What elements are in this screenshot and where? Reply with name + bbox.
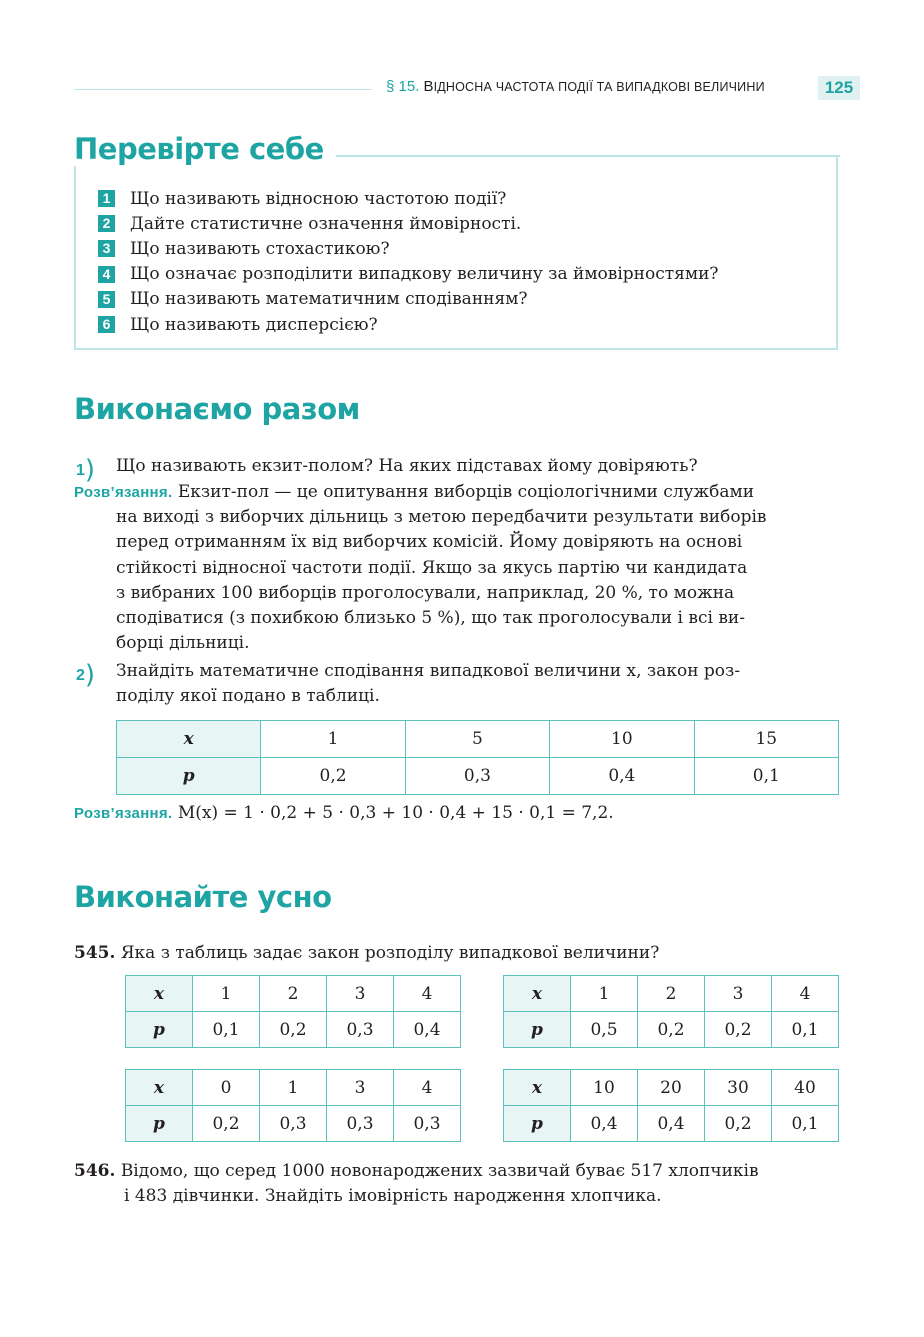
solution-line: борці дільниці. bbox=[116, 633, 250, 654]
exercise-number-text: 2 bbox=[76, 667, 85, 684]
header-cell-p: p bbox=[126, 1106, 193, 1142]
table-cell: 4 bbox=[394, 1070, 461, 1106]
table-cell: 0,3 bbox=[327, 1012, 394, 1048]
problem-text: Відомо, що серед 1000 новонароджених зазвичай буває 517 хлопчиків bbox=[120, 1161, 759, 1181]
list-item bbox=[98, 236, 719, 261]
table-cell: 0,2 bbox=[705, 1106, 772, 1142]
table-cell: 0,1 bbox=[694, 758, 838, 795]
table-cell: 0,2 bbox=[260, 1012, 327, 1048]
paren-mark: ) bbox=[84, 455, 96, 485]
choice-table-2 bbox=[503, 975, 839, 1048]
check-yourself-heading bbox=[74, 132, 840, 172]
table-row-p bbox=[504, 1012, 839, 1048]
table-cell: 0,2 bbox=[193, 1106, 260, 1142]
do-together-title: Виконаємо разом bbox=[74, 392, 360, 426]
table-cell: 0,2 bbox=[261, 758, 405, 795]
problem-text: Яка з таблиць задає закон розподілу випадкової величини? bbox=[120, 943, 660, 963]
running-header bbox=[74, 76, 860, 102]
table-row-p bbox=[504, 1106, 839, 1142]
table-cell: 30 bbox=[705, 1070, 772, 1106]
exercise-1-solution bbox=[116, 505, 840, 657]
distribution-table bbox=[116, 720, 839, 795]
table-cell: 1 bbox=[193, 976, 260, 1012]
table-cell: 0,4 bbox=[638, 1106, 705, 1142]
exercise-2-number bbox=[76, 657, 96, 690]
header-cell-p: p bbox=[504, 1106, 571, 1142]
table-cell: 40 bbox=[772, 1070, 839, 1106]
question-text: Що називають стохастикою? bbox=[130, 238, 390, 259]
table-row-x bbox=[126, 1070, 461, 1106]
header-title-rest: ІДНОСНА ЧАСТОТА ПОДІЇ ТА ВИПАДКОВІ ВЕЛИЧИНИ bbox=[433, 80, 765, 94]
question-number: 6 bbox=[98, 316, 115, 333]
header-cell-p: p bbox=[117, 758, 261, 795]
table-cell: 0,4 bbox=[571, 1106, 638, 1142]
table-cell: 0 bbox=[193, 1070, 260, 1106]
header-cell-x: x bbox=[126, 1070, 193, 1106]
table-cell: 0,4 bbox=[550, 758, 694, 795]
table-cell: 1 bbox=[261, 721, 405, 758]
table-cell: 4 bbox=[772, 976, 839, 1012]
table-row-p bbox=[126, 1012, 461, 1048]
header-cell-x: x bbox=[126, 976, 193, 1012]
choice-table-3 bbox=[125, 1069, 461, 1142]
header-cell-x: x bbox=[504, 976, 571, 1012]
solution-line: з вибраних 100 виборців проголосували, наприклад, 20 %, то можна bbox=[116, 582, 735, 603]
table-row-x bbox=[504, 1070, 839, 1106]
problem-546 bbox=[74, 1159, 840, 1210]
table-cell: 0,3 bbox=[260, 1106, 327, 1142]
table-cell: 10 bbox=[571, 1070, 638, 1106]
question-text: Що називають відносною частотою події? bbox=[130, 188, 507, 209]
problem-545 bbox=[74, 941, 840, 966]
list-item bbox=[98, 287, 719, 312]
table-cell: 3 bbox=[327, 1070, 394, 1106]
table-cell: 0,3 bbox=[327, 1106, 394, 1142]
page-number: 125 bbox=[818, 76, 860, 100]
table-cell: 0,1 bbox=[772, 1106, 839, 1142]
table-cell: 0,3 bbox=[405, 758, 549, 795]
exercise-1-question: Що називають екзит-полом? На яких підставах йому довіряють? bbox=[116, 456, 698, 476]
choice-table-1 bbox=[125, 975, 461, 1048]
table-row-x bbox=[126, 976, 461, 1012]
exercise-2-solution bbox=[74, 801, 840, 826]
paren-mark: ) bbox=[84, 660, 96, 690]
table-cell: 0,2 bbox=[705, 1012, 772, 1048]
solution-line: на виході з виборчих дільниць з метою передбачити результати виборів bbox=[116, 507, 767, 527]
table-cell: 15 bbox=[694, 721, 838, 758]
table-cell: 10 bbox=[550, 721, 694, 758]
table-cell: 0,1 bbox=[193, 1012, 260, 1048]
list-item bbox=[98, 186, 719, 211]
exercise-1-number bbox=[76, 452, 96, 485]
header-title-initial: В bbox=[423, 78, 434, 95]
header-cell-p: p bbox=[504, 1012, 571, 1048]
table-row-p bbox=[126, 1106, 461, 1142]
problem-line: і 483 дівчинки. Знайдіть імовірність народження хлопчика. bbox=[124, 1186, 662, 1207]
problem-number: 546. bbox=[74, 1161, 116, 1181]
exercise-line: Знайдіть математичне сподівання випадкової величини x, закон роз- bbox=[116, 661, 741, 681]
question-text: Що називають дисперсією? bbox=[130, 314, 378, 335]
solution-line: сподіватися (з похибкою близько 5 %), що так проголосували і всі ви- bbox=[116, 608, 745, 629]
question-number: 4 bbox=[98, 266, 115, 283]
solution-label: Розв’язання. bbox=[74, 484, 173, 501]
list-item bbox=[98, 312, 719, 337]
do-orally-title: Виконайте усно bbox=[74, 880, 332, 914]
problem-line bbox=[74, 1159, 840, 1184]
question-text: Що називають математичним сподіванням? bbox=[130, 289, 528, 310]
table-cell: 0,3 bbox=[394, 1106, 461, 1142]
solution-formula: M(x) = 1 · 0,2 + 5 · 0,3 + 10 · 0,4 + 15 · 0,1 = 7,2. bbox=[177, 803, 614, 823]
table-row-x bbox=[117, 721, 839, 758]
question-text: Дайте статистичне означення ймовірності. bbox=[130, 213, 522, 234]
header-cell-x: x bbox=[117, 721, 261, 758]
table-cell: 20 bbox=[638, 1070, 705, 1106]
question-number: 5 bbox=[98, 291, 115, 308]
exercise-2-text bbox=[116, 659, 840, 710]
table-cell: 3 bbox=[327, 976, 394, 1012]
check-yourself-title: Перевірте себе bbox=[74, 132, 336, 166]
list-item bbox=[98, 211, 719, 236]
header-rule bbox=[74, 89, 372, 90]
question-list bbox=[98, 186, 719, 337]
exercise-number-text: 1 bbox=[76, 462, 85, 479]
section-number: § 15. bbox=[386, 78, 420, 95]
question-number: 3 bbox=[98, 240, 115, 257]
exercise-1-solution-first-line bbox=[74, 480, 840, 505]
table-cell: 1 bbox=[571, 976, 638, 1012]
table-cell: 0,2 bbox=[638, 1012, 705, 1048]
question-number: 1 bbox=[98, 190, 115, 207]
table-cell: 1 bbox=[260, 1070, 327, 1106]
header-cell-x: x bbox=[504, 1070, 571, 1106]
header-title bbox=[386, 78, 765, 95]
question-number: 2 bbox=[98, 215, 115, 232]
table-cell: 5 bbox=[405, 721, 549, 758]
problem-number: 545. bbox=[74, 943, 116, 963]
solution-line: перед отриманням їх від виборчих комісій. Йому довіряють на основі bbox=[116, 532, 743, 553]
table-row-p bbox=[117, 758, 839, 795]
header-cell-p: p bbox=[126, 1012, 193, 1048]
list-item bbox=[98, 262, 719, 287]
choice-table-4 bbox=[503, 1069, 839, 1142]
solution-line: стійкості відносної частоти події. Якщо за якусь партію чи кандидата bbox=[116, 557, 748, 578]
question-text: Що означає розподілити випадкову величину за ймовірностями? bbox=[130, 264, 719, 285]
solution-label: Розв’язання. bbox=[74, 805, 173, 822]
table-cell: 3 bbox=[705, 976, 772, 1012]
table-cell: 0,1 bbox=[772, 1012, 839, 1048]
table-cell: 0,5 bbox=[571, 1012, 638, 1048]
table-cell: 2 bbox=[260, 976, 327, 1012]
table-cell: 0,4 bbox=[394, 1012, 461, 1048]
exercise-line: поділу якої подано в таблиці. bbox=[116, 686, 380, 707]
table-row-x bbox=[504, 976, 839, 1012]
table-cell: 4 bbox=[394, 976, 461, 1012]
table-cell: 2 bbox=[638, 976, 705, 1012]
solution-text: Екзит-пол — це опитування виборців соціологічними службами bbox=[172, 482, 755, 502]
